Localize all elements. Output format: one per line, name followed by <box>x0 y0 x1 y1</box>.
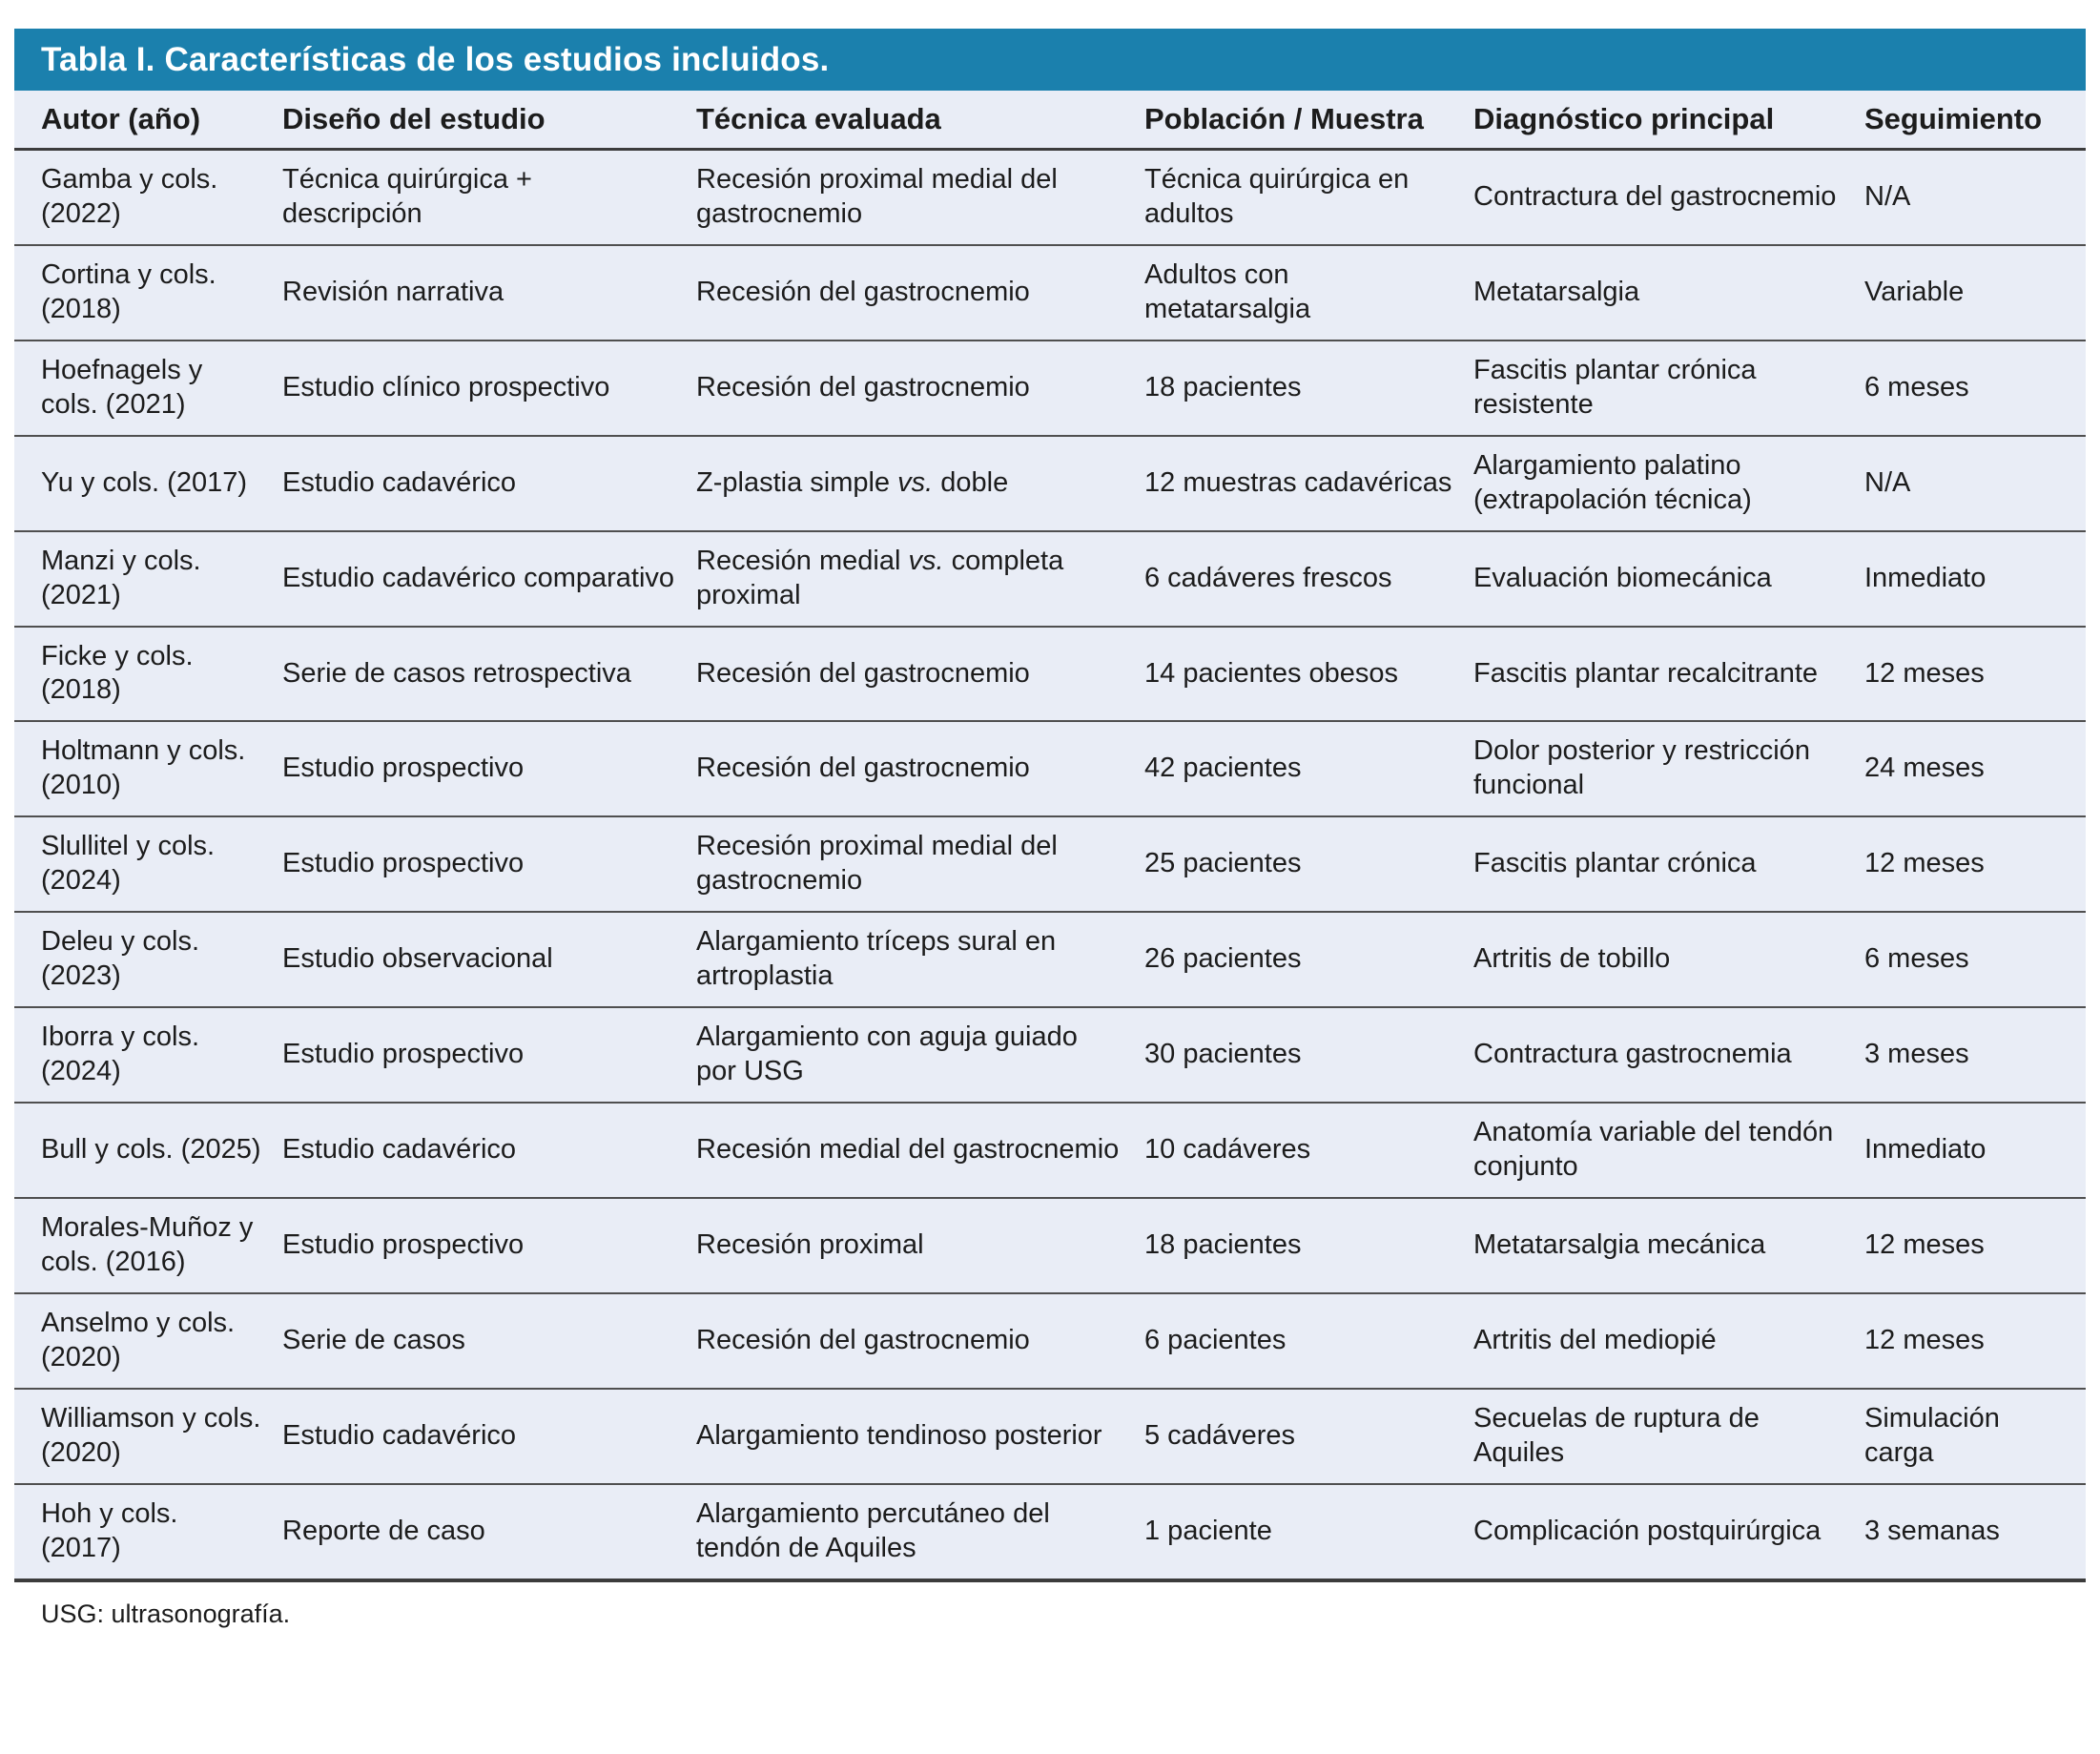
table-cell: 30 pacientes <box>1144 1007 1473 1103</box>
table-cell: Contractura gastrocnemia <box>1473 1007 1864 1103</box>
table-cell: Metatarsalgia mecánica <box>1473 1198 1864 1293</box>
column-header: Diseño del estudio <box>282 91 696 150</box>
table-cell: 42 pacientes <box>1144 721 1473 816</box>
column-header: Población / Muestra <box>1144 91 1473 150</box>
table-cell: Recesión del gastrocnemio <box>696 340 1144 436</box>
table-cell: Técnica quirúrgica en adultos <box>1144 150 1473 245</box>
table-cell: 6 meses <box>1864 912 2086 1007</box>
table-cell: Fascitis plantar recalcitrante <box>1473 627 1864 722</box>
table-cell: Contractura del gastrocnemio <box>1473 150 1864 245</box>
table-cell: Fascitis plantar crónica <box>1473 816 1864 912</box>
table-cell: Deleu y cols. (2023) <box>14 912 282 1007</box>
table-body <box>14 150 2086 1580</box>
table-row <box>14 912 2086 1007</box>
table-title-bar <box>14 29 2086 91</box>
table-row <box>14 627 2086 722</box>
table-cell: Estudio prospectivo <box>282 816 696 912</box>
table-cell: Recesión del gastrocnemio <box>696 1293 1144 1389</box>
table-cell: Estudio cadavérico <box>282 1389 696 1484</box>
table-cell: Alargamiento percutáneo del tendón de Aquiles <box>696 1484 1144 1580</box>
table-cell: Morales-Muñoz y cols. (2016) <box>14 1198 282 1293</box>
table-cell: Hoefnagels y cols. (2021) <box>14 340 282 436</box>
table-cell: Simulación carga <box>1864 1389 2086 1484</box>
table-cell: Ficke y cols. (2018) <box>14 627 282 722</box>
table-cell: Serie de casos <box>282 1293 696 1389</box>
table-cell: N/A <box>1864 150 2086 245</box>
column-header: Diagnóstico principal <box>1473 91 1864 150</box>
table-cell: 10 cadáveres <box>1144 1103 1473 1198</box>
table-cell: Revisión narrativa <box>282 245 696 340</box>
table-cell: Manzi y cols. (2021) <box>14 531 282 627</box>
table-cell: Estudio prospectivo <box>282 1007 696 1103</box>
table-cell: Estudio observacional <box>282 912 696 1007</box>
table-row <box>14 1293 2086 1389</box>
table-cell: Estudio clínico prospectivo <box>282 340 696 436</box>
table-cell: Estudio prospectivo <box>282 1198 696 1293</box>
table-cell: Z-plastia simple vs. doble <box>696 436 1144 531</box>
table-cell: Artritis del mediopié <box>1473 1293 1864 1389</box>
table-cell: Slullitel y cols. (2024) <box>14 816 282 912</box>
table-cell: Serie de casos retrospectiva <box>282 627 696 722</box>
table-row <box>14 721 2086 816</box>
table-cell: Fascitis plantar crónica resistente <box>1473 340 1864 436</box>
table-cell: Recesión del gastrocnemio <box>696 245 1144 340</box>
table-cell: Iborra y cols. (2024) <box>14 1007 282 1103</box>
table-cell: 3 meses <box>1864 1007 2086 1103</box>
table-cell: 3 semanas <box>1864 1484 2086 1580</box>
table-cell: 5 cadáveres <box>1144 1389 1473 1484</box>
table-cell: Gamba y cols. (2022) <box>14 150 282 245</box>
table-cell: 18 pacientes <box>1144 1198 1473 1293</box>
table-header-row <box>14 91 2086 150</box>
table-cell: Cortina y cols. (2018) <box>14 245 282 340</box>
table-cell: 6 pacientes <box>1144 1293 1473 1389</box>
studies-table <box>14 91 2086 1582</box>
table-cell: N/A <box>1864 436 2086 531</box>
table-cell: Evaluación biomecánica <box>1473 531 1864 627</box>
table-cell: Anatomía variable del tendón conjunto <box>1473 1103 1864 1198</box>
table-row <box>14 245 2086 340</box>
table-cell: Hoh y cols. (2017) <box>14 1484 282 1580</box>
table-row <box>14 1198 2086 1293</box>
table-cell: Metatarsalgia <box>1473 245 1864 340</box>
table-cell: Estudio cadavérico comparativo <box>282 531 696 627</box>
table-cell: Estudio cadavérico <box>282 436 696 531</box>
table-cell: Secuelas de ruptura de Aquiles <box>1473 1389 1864 1484</box>
table-cell: Alargamiento con aguja guiado por USG <box>696 1007 1144 1103</box>
column-header: Autor (año) <box>14 91 282 150</box>
table-row <box>14 1389 2086 1484</box>
table-row <box>14 1007 2086 1103</box>
table-cell: Recesión del gastrocnemio <box>696 721 1144 816</box>
table-cell: Williamson y cols. (2020) <box>14 1389 282 1484</box>
table-cell: 26 pacientes <box>1144 912 1473 1007</box>
table-cell: 12 meses <box>1864 627 2086 722</box>
table-cell: 12 meses <box>1864 1293 2086 1389</box>
table-row <box>14 1103 2086 1198</box>
table-cell: 6 meses <box>1864 340 2086 436</box>
table-row <box>14 340 2086 436</box>
table-cell: Alargamiento tríceps sural en artroplastia <box>696 912 1144 1007</box>
table-cell: Recesión proximal <box>696 1198 1144 1293</box>
column-header: Técnica evaluada <box>696 91 1144 150</box>
footnote: USG: ultrasonografía. <box>41 1599 291 1628</box>
table-cell: Artritis de tobillo <box>1473 912 1864 1007</box>
table-cell: Yu y cols. (2017) <box>14 436 282 531</box>
table-cell: Estudio cadavérico <box>282 1103 696 1198</box>
table-header <box>14 91 2086 150</box>
column-header: Seguimiento <box>1864 91 2086 150</box>
table-cell: Anselmo y cols. (2020) <box>14 1293 282 1389</box>
table-cell: Adultos con metatarsalgia <box>1144 245 1473 340</box>
table-cell: Bull y cols. (2025) <box>14 1103 282 1198</box>
table-row <box>14 436 2086 531</box>
table-cell: Alargamiento palatino (extrapolación técnica) <box>1473 436 1864 531</box>
table-cell: Inmediato <box>1864 1103 2086 1198</box>
table-cell: Variable <box>1864 245 2086 340</box>
table-cell: Recesión del gastrocnemio <box>696 627 1144 722</box>
table-cell: 1 paciente <box>1144 1484 1473 1580</box>
table-cell: 12 muestras cadavéricas <box>1144 436 1473 531</box>
table-cell: Holtmann y cols. (2010) <box>14 721 282 816</box>
table-cell: 12 meses <box>1864 1198 2086 1293</box>
table-cell: Recesión medial del gastrocnemio <box>696 1103 1144 1198</box>
table-cell: Inmediato <box>1864 531 2086 627</box>
table-title: Tabla I. Características de los estudios incluidos. <box>41 40 830 78</box>
table-cell: Recesión medial vs. completa proximal <box>696 531 1144 627</box>
table-cell: Recesión proximal medial del gastrocnemio <box>696 816 1144 912</box>
table-cell: 14 pacientes obesos <box>1144 627 1473 722</box>
table-cell: Complicación postquirúrgica <box>1473 1484 1864 1580</box>
table-cell: 12 meses <box>1864 816 2086 912</box>
table-cell: Dolor posterior y restricción funcional <box>1473 721 1864 816</box>
table-cell: 24 meses <box>1864 721 2086 816</box>
table-row <box>14 150 2086 245</box>
table-cell: Reporte de caso <box>282 1484 696 1580</box>
table-row <box>14 1484 2086 1580</box>
table-cell: Alargamiento tendinoso posterior <box>696 1389 1144 1484</box>
table-cell: 18 pacientes <box>1144 340 1473 436</box>
table-cell: 6 cadáveres frescos <box>1144 531 1473 627</box>
table-cell: Estudio prospectivo <box>282 721 696 816</box>
table-row <box>14 531 2086 627</box>
table-cell: Técnica quirúrgica + descripción <box>282 150 696 245</box>
table-row <box>14 816 2086 912</box>
table-cell: Recesión proximal medial del gastrocnemio <box>696 150 1144 245</box>
table-cell: 25 pacientes <box>1144 816 1473 912</box>
